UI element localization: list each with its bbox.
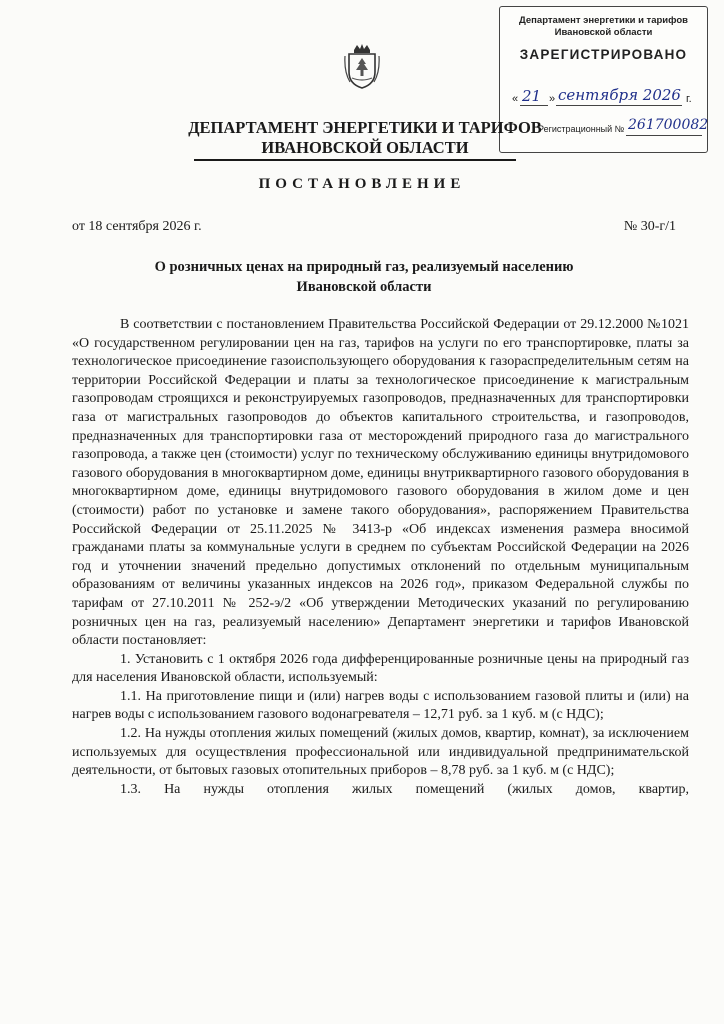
document-number: № 30-г/1 xyxy=(623,219,676,234)
stamp-registered-label: ЗАРЕГИСТРИРОВАНО xyxy=(519,47,688,62)
document-title xyxy=(100,257,628,297)
stamp-date-close-quote: » xyxy=(549,93,556,105)
stamp-organization xyxy=(500,15,707,39)
body-paragraph-1-3: 1.3. На нужды отопления жилых помещений (жилых домов, квартир, xyxy=(120,781,689,797)
title-line-2: Ивановской области xyxy=(296,279,432,295)
stamp-date-suffix: г. xyxy=(686,93,692,105)
coat-of-arms-icon xyxy=(344,42,380,90)
department-line-1: ДЕПАРТАМЕНТ ЭНЕРГЕТИКИ И ТАРИФОВ xyxy=(188,118,542,137)
stamp-date xyxy=(512,83,702,109)
body-paragraph-1-1: 1.1. На приготовление пищи и (или) нагрев воды с использованием газовой плиты и (или) на нагрев воды с использованием газового водонагревателя – 12,71 руб. за 1 куб. м (с НДС); xyxy=(72,688,689,723)
stamp-date-open-quote: « xyxy=(512,93,519,105)
stamp-org-line-2: Ивановской области xyxy=(554,27,653,38)
body-paragraph-1: 1. Установить с 1 октября 2026 года дифференцированные розничные цены на природный газ для населения Ивановской области, используемый: xyxy=(72,651,689,686)
stamp-regnum-value: 261700082 xyxy=(628,117,709,133)
body-paragraph-preamble: В соответствии с постановлением Правительства Российской Федерации от 29.12.2000 №1021 «О государственном регулировании цен на газ, тарифов на услуги по его транспортировке, платы за технологическое присоединение газоиспользующего оборудования к газораспределительным сетям на территории Российской Федерации и платы за технологическое присоединение к магистральным газопроводам строящихся и реконструируемых газопроводов, предназначенных для транспортировки газа от магистральных газопроводов до объектов капитального строительства, и газопроводов, предназначенных для транспортировки газа от месторождений природного газа до магистрального газопровода, а также цен (стоимости) услуг по техническому обслуживанию единицы внутридомового газового оборудования в многоквартирном доме, единицы внутриквартирного газового оборудования в многоквартирном доме, единицы внутридомового газового оборудования в жилом доме и цен (стоимости) работ по установке и замене такого оборудования», распоряжением Правительства Российской Федерации от 25.11.2025 № 3413-р «Об индексах изменения размера вносимой гражданами платы за коммунальные услуги в среднем по субъектам Российской Федерации на 2026 год и уточнении значений предельно допустимых отклонений по отдельным муниципальным образованиям от величины указанных индексов на 2026 год», приказом Федеральной службы по тарифам от 27.10.2011 № 252-э/2 «Об утверждении Методических указаний по регулированию розничных цен на газ, реализуемый населению» Департамент энергетики и тарифов Ивановской области постановляет: xyxy=(72,317,689,649)
stamp-date-month-year: сентября 2026 xyxy=(558,86,681,104)
header-rule xyxy=(194,159,516,161)
department-name xyxy=(150,118,580,158)
department-line-2: ИВАНОВСКОЙ ОБЛАСТИ xyxy=(261,138,469,157)
body-paragraph-1-2: 1.2. На нужды отопления жилых помещений (жилых домов, квартир, комнат), за исключением используемых для осуществления профессиональной или индивидуальной предпринимательской деятельности, от бытовых газовых отопительных приборов – 8,78 руб. за 1 куб. м (с НДС); xyxy=(72,726,689,779)
document-body xyxy=(72,316,689,799)
stamp-regnum-label: Регистрационный № xyxy=(538,124,625,134)
stamp-org-line-1: Департамент энергетики и тарифов xyxy=(519,15,688,26)
stamp-date-day: 21 xyxy=(522,87,542,105)
document-date: от 18 сентября 2026 г. xyxy=(72,219,202,234)
title-line-1: О розничных ценах на природный газ, реализуемый населению xyxy=(154,259,574,275)
document-type: ПОСТАНОВЛЕНИЕ xyxy=(258,176,466,192)
